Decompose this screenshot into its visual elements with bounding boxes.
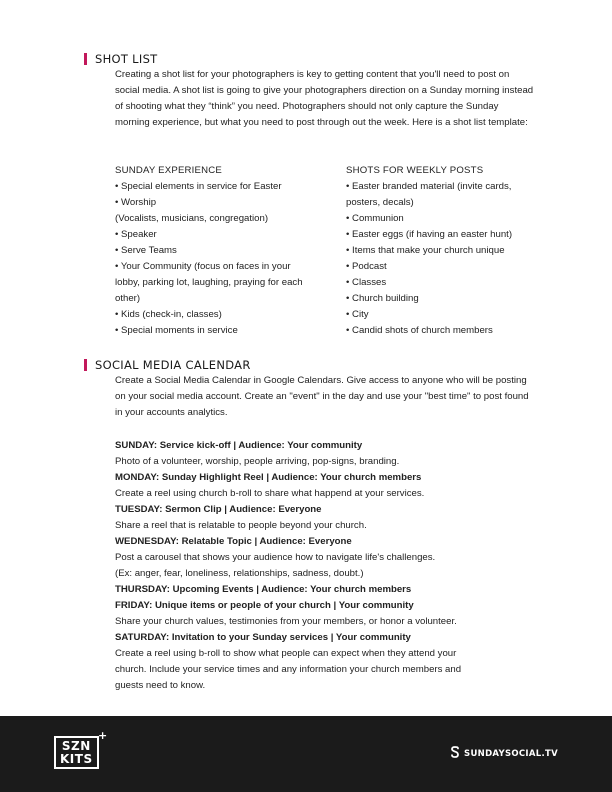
list-item: • Kids (check-in, classes) [115, 309, 222, 320]
list-item: • Easter eggs (if having an easter hunt) [346, 229, 513, 240]
list-item: • Podcast [346, 261, 387, 272]
day-heading: TUESDAY: Sermon Clip | Audience: Everyone [115, 504, 322, 515]
logo-line: KITS [60, 752, 93, 766]
day-description: Share a reel that is relatable to people beyond your church. [115, 520, 367, 531]
list-item: • Items that make your church unique [346, 245, 505, 256]
szn-kits-logo [54, 736, 99, 769]
sunday-social-brand [450, 746, 558, 761]
day-description: guests need to know. [115, 680, 206, 691]
list-item: • Special moments in service [115, 325, 238, 336]
list-item: • Speaker [115, 229, 157, 240]
sunday-social-s-icon [450, 746, 460, 761]
list-item: (Vocalists, musicians, congregation) [115, 213, 269, 224]
day-description: Create a reel using church b-roll to share what happend at your services. [115, 488, 425, 499]
list-item: other) [115, 293, 141, 304]
sunday-experience-column [115, 163, 303, 339]
column-heading: SUNDAY EXPERIENCE [115, 165, 223, 176]
accent-bar [84, 359, 87, 371]
day-description: church. Include your service times and any information your church members and [115, 664, 462, 675]
list-item: • Candid shots of church members [346, 325, 493, 336]
weekly-posts-column [346, 163, 512, 339]
day-description: Create a reel using b-roll to show what people can expect when they attend your [115, 648, 457, 659]
calendar-heading [84, 358, 251, 372]
calendar-intro: Create a Social Media Calendar in Google Calendars. Give access to anyone who will be posting on your social media account. Create an "event" in the day and use your "best time" to post found in your accounts analytics. [115, 375, 529, 418]
shot-list-heading [84, 52, 158, 66]
weekly-schedule [115, 438, 535, 694]
list-item: • Communion [346, 213, 404, 224]
section-title: SOCIAL MEDIA CALENDAR [95, 358, 251, 372]
list-item: • City [346, 309, 369, 320]
list-item: • Worship [115, 197, 157, 208]
list-item: • Easter branded material (invite cards, [346, 181, 512, 192]
day-heading: MONDAY: Sunday Highlight Reel | Audience: Your church members [115, 472, 422, 483]
accent-bar [84, 53, 87, 65]
brand-text: SUNDAYSOCIAL.TV [464, 748, 558, 759]
list-item: • Serve Teams [115, 245, 177, 256]
list-item: • Special elements in service for Easter [115, 181, 282, 192]
day-heading: FRIDAY: Unique items or people of your church | Your community [115, 600, 414, 611]
logo-plus-icon: + [98, 729, 108, 742]
shot-list-intro: Creating a shot list for your photographers is key to getting content that you'll need to post on social media. A shot list is going to give your photographers direction on a Sunday morning instead of shooting what they “think” you need. Photographers should not only capture the Sunday morning experience, but what you need to post through out the week. Here is a shot list template: [115, 69, 534, 128]
list-item: posters, decals) [346, 197, 414, 208]
day-description: Photo of a volunteer, worship, people arriving, pop-signs, branding. [115, 456, 400, 467]
section-title: SHOT LIST [95, 52, 158, 66]
day-description: (Ex: anger, fear, loneliness, relationships, sadness, doubt.) [115, 568, 364, 579]
day-heading: THURSDAY: Upcoming Events | Audience: Your church members [115, 584, 412, 595]
list-item: • Church building [346, 293, 419, 304]
logo-line: SZN [61, 739, 91, 753]
list-item: lobby, parking lot, laughing, praying for each [115, 277, 303, 288]
column-heading: SHOTS FOR WEEKLY POSTS [346, 165, 484, 176]
day-description: Share your church values, testimonies from your members, or honor a volunteer. [115, 616, 457, 627]
day-heading: SATURDAY: Invitation to your Sunday services | Your community [115, 632, 411, 643]
day-description: Post a carousel that shows your audience how to navigate life's challenges. [115, 552, 436, 563]
list-item: • Classes [346, 277, 387, 288]
day-heading: SUNDAY: Service kick-off | Audience: Your community [115, 440, 363, 451]
list-item: • Your Community (focus on faces in your [115, 261, 291, 272]
day-heading: WEDNESDAY: Relatable Topic | Audience: Everyone [115, 536, 352, 547]
